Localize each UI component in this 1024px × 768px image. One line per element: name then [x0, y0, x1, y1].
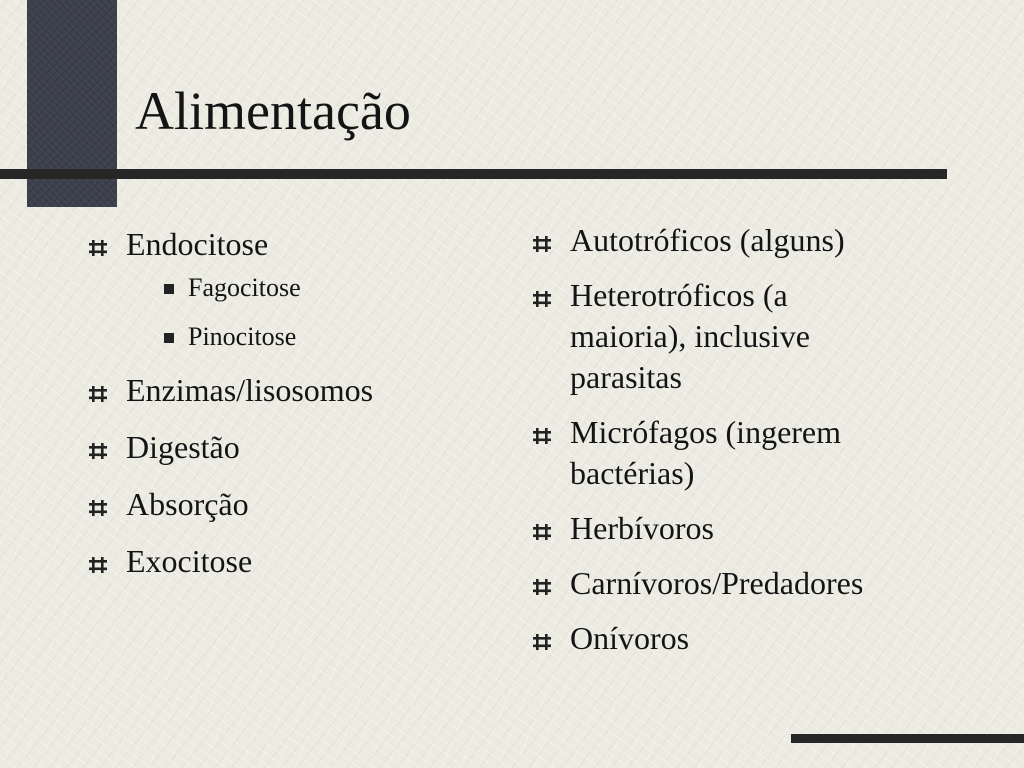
slide-title: Alimentação: [135, 81, 411, 141]
list-item: [88, 541, 488, 582]
square-bullet-icon: [164, 284, 174, 294]
list-item: [88, 427, 488, 468]
list-item: [88, 370, 488, 411]
list-item-label: Micrófagos (ingerem bactérias): [570, 414, 842, 491]
list-item-label: Exocitose: [126, 543, 253, 579]
left-column: [88, 224, 488, 598]
list-item: [88, 224, 488, 354]
sub-list-item-label: Pinocitose: [188, 322, 297, 351]
list-item-label: Absorção: [126, 486, 249, 522]
hash-bullet-icon: [532, 235, 552, 253]
list-item-label: Digestão: [126, 429, 240, 465]
footer-divider-rule: [791, 734, 1024, 743]
list-item-label: Onívoros: [570, 620, 690, 656]
list-item-label: Heterotróficos (a maioria), inclusive parasitas: [570, 277, 810, 395]
hash-bullet-icon: [88, 239, 108, 257]
square-bullet-icon: [164, 333, 174, 343]
title-divider-rule: [0, 169, 947, 179]
list-item: [532, 508, 952, 549]
sub-bullet-list: [126, 271, 488, 354]
hash-bullet-icon: [88, 556, 108, 574]
sub-list-item: [142, 271, 488, 305]
hash-bullet-icon: [532, 633, 552, 651]
list-item-label: Herbívoros: [570, 510, 714, 546]
hash-bullet-icon: [88, 499, 108, 517]
list-item-label: Carnívoros/Predadores: [570, 565, 864, 601]
list-item-label: Endocitose: [126, 226, 269, 262]
hash-bullet-icon: [532, 427, 552, 445]
sub-list-item: [142, 320, 488, 354]
right-bullet-list: [532, 220, 952, 659]
list-item: [532, 563, 952, 604]
list-item-label: Autotróficos (alguns): [570, 222, 845, 258]
list-item: [532, 275, 952, 398]
list-item: [532, 618, 952, 659]
hash-bullet-icon: [88, 442, 108, 460]
right-column: [532, 220, 952, 673]
list-item-label: Enzimas/lisosomos: [126, 372, 374, 408]
hash-bullet-icon: [532, 578, 552, 596]
sub-list-item-label: Fagocitose: [188, 273, 301, 302]
hash-bullet-icon: [88, 385, 108, 403]
list-item: [532, 412, 952, 494]
hash-bullet-icon: [532, 290, 552, 308]
list-item: [88, 484, 488, 525]
left-bullet-list: [88, 224, 488, 582]
hash-bullet-icon: [532, 523, 552, 541]
list-item: [532, 220, 952, 261]
